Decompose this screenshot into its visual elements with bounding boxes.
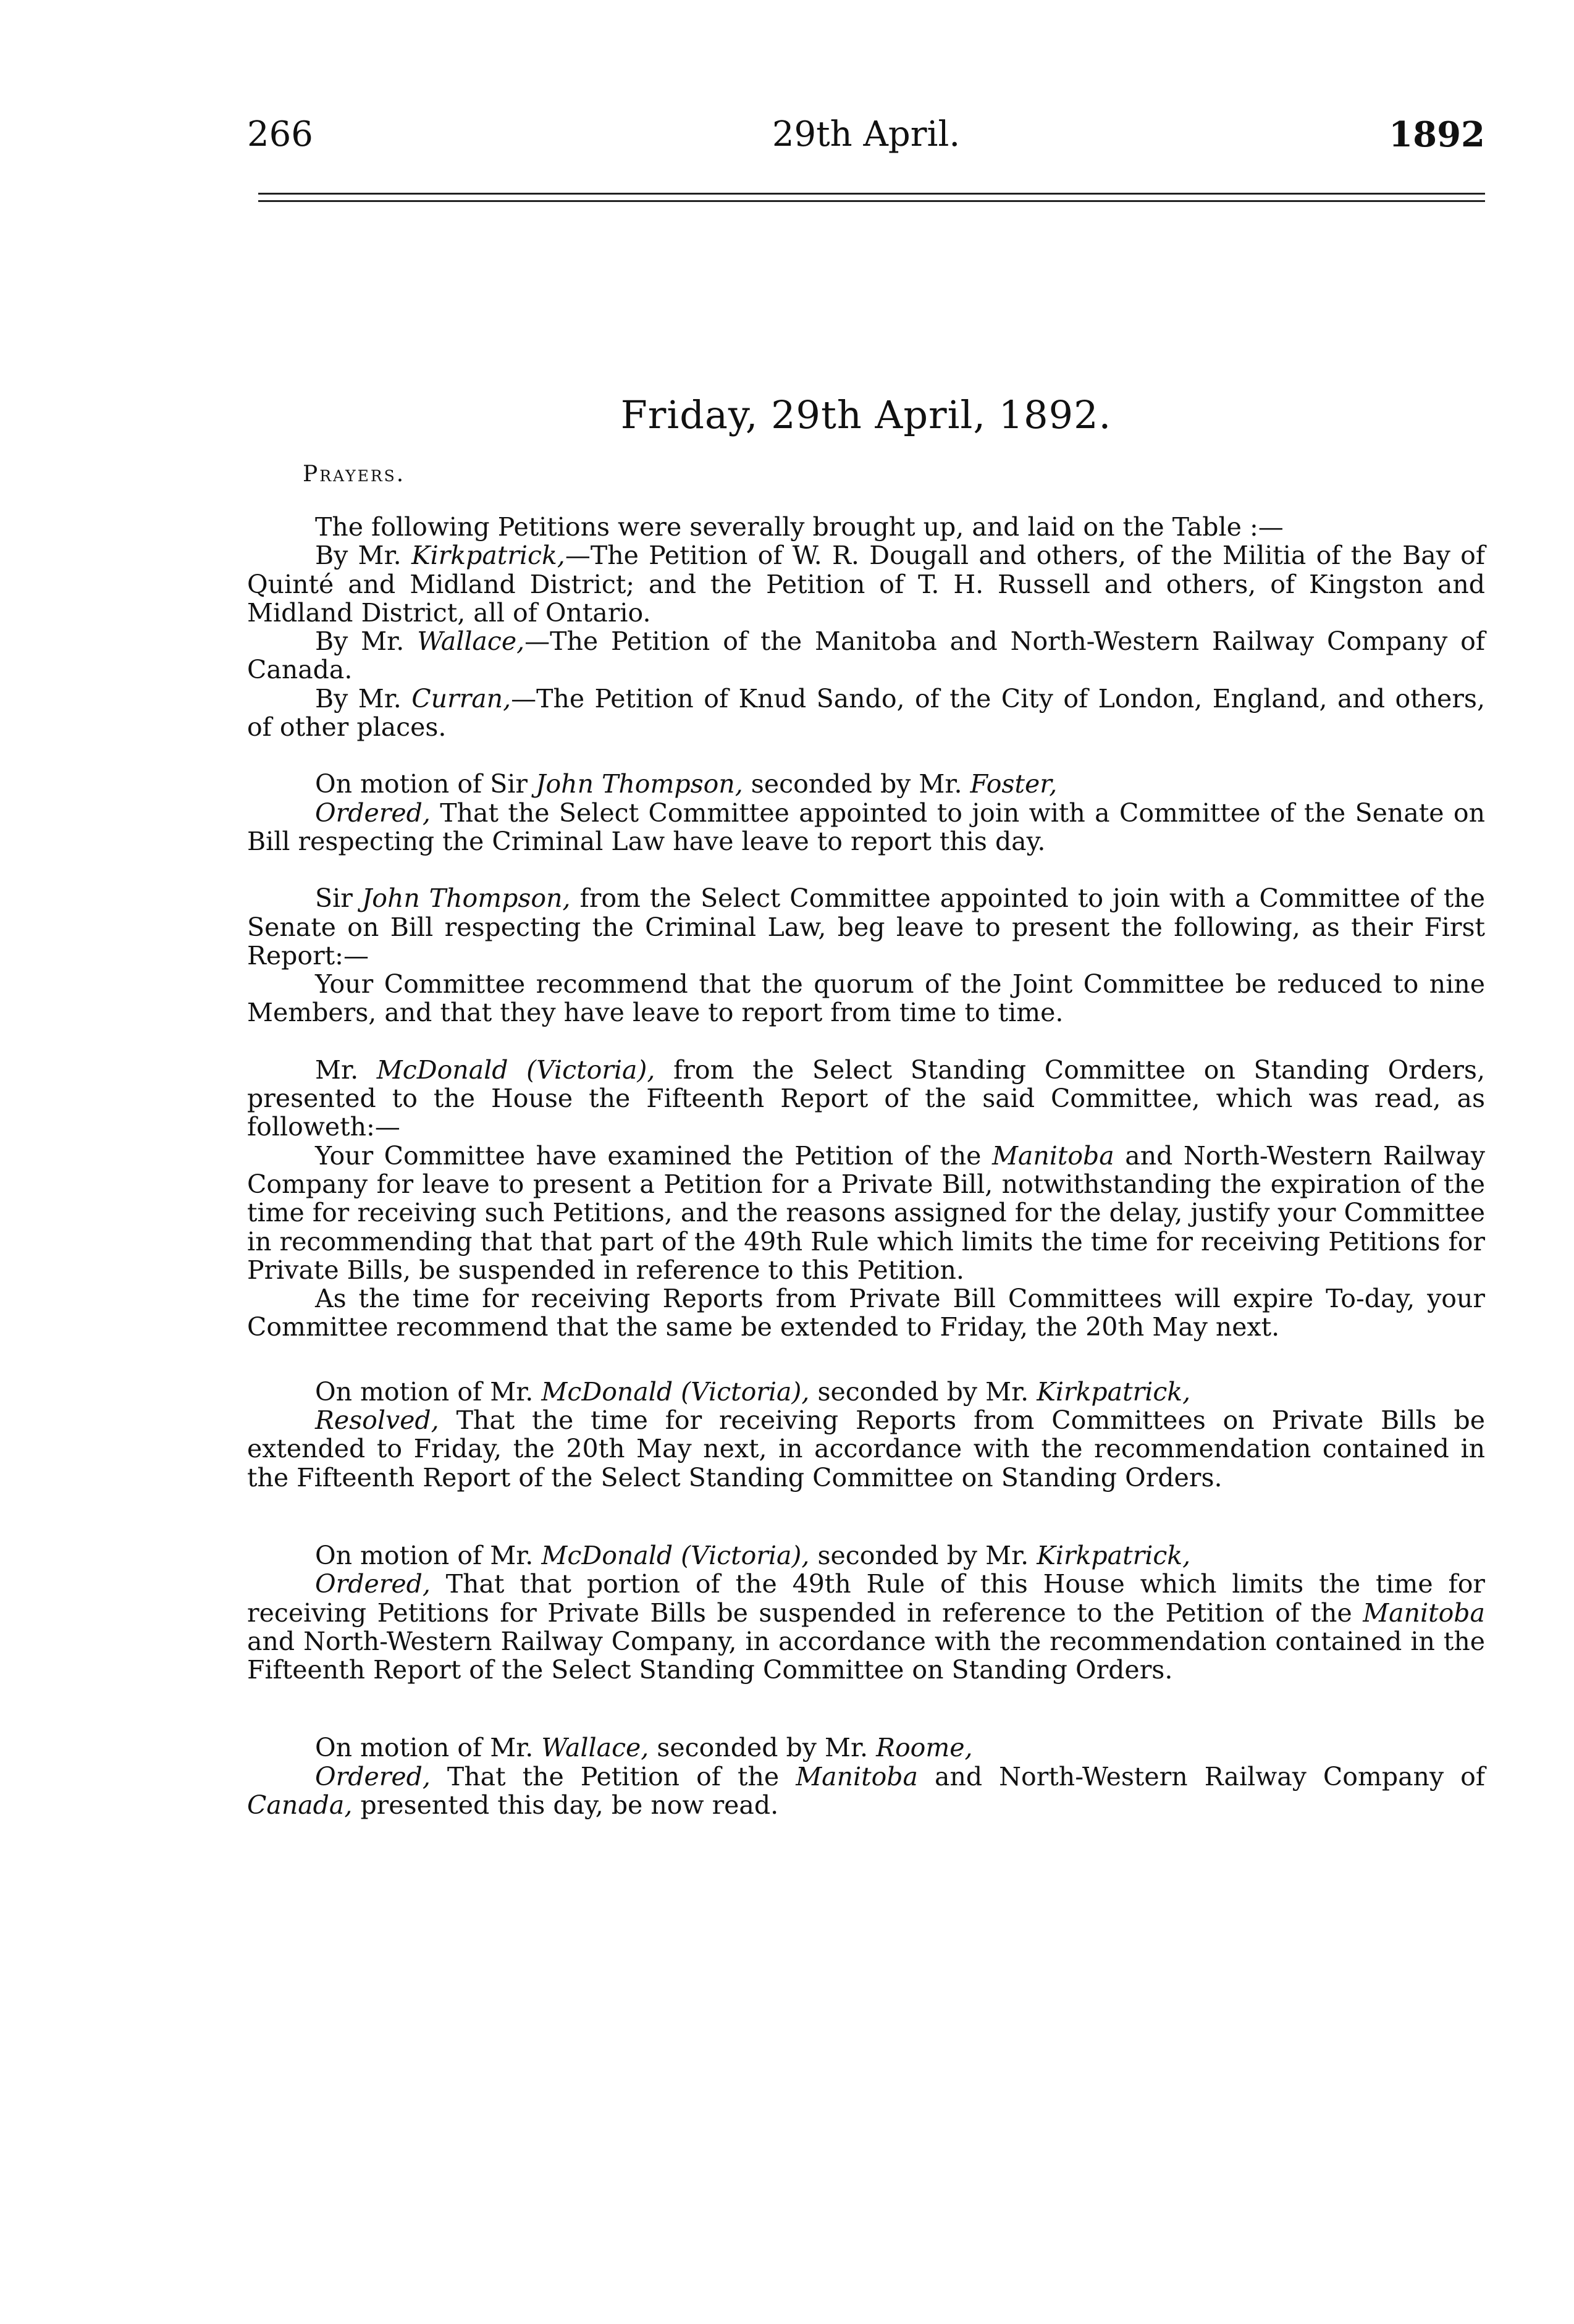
- header-date: 29th April.: [772, 114, 961, 154]
- journal-body: [247, 513, 1485, 1819]
- running-header: [247, 110, 1485, 159]
- order-thompson: Ordered, That the Select Committee appointed to join with a Committee of the Senate on Bill respecting the Criminal Law have leave to report this day.: [247, 798, 1485, 856]
- order-mcdonald: Ordered, That that portion of the 49th Rule of this House which limits the time for receiving Petitions for Private Bills be suspended in reference to the Petition of the Manitoba and North-Western Railway Company, in accordance with the recommendation contained in the Fifteenth Report of the Select Standing Committee on Standing Orders.: [247, 1569, 1485, 1685]
- day-title: Friday, 29th April, 1892.: [620, 392, 1112, 437]
- petition-kirkpatrick: By Mr. Kirkpatrick,—The Petition of W. R. Dougall and others, of the Militia of the Bay of Quinté and Midland District; and the Petition of T. H. Russell and others, of Kingston and Midland District, all of Ontario.: [247, 541, 1485, 628]
- prayers-heading: Prayers.: [303, 461, 406, 487]
- header-year: 1892: [1389, 114, 1485, 155]
- petition-wallace: By Mr. Wallace,—The Petition of the Manitoba and North-Western Railway Company of Canada.: [247, 626, 1485, 685]
- motion-thompson: On motion of Sir John Thompson, seconded by Mr. Foster,: [315, 769, 1058, 799]
- resolution-mcdonald: Resolved, That the time for receiving Reports from Committees on Private Bills be extended to Friday, the 20th May next, in accordance with the recommendation contained in the Fifteenth Report of the Select Standing Committee on Standing Orders.: [247, 1405, 1485, 1492]
- page-number: 266: [247, 114, 313, 154]
- report-mcdonald-body-1: Your Committee have examined the Petition of the Manitoba and North-Western Railway Company for leave to present a Petition for a Private Bill, notwithstanding the expiration of the time for receiving such Petitions, and the reasons assigned for the delay, justify your Committee in recommending that that part of the 49th Rule which limits the time for receiving Petitions for Private Bills, be suspended in reference to this Petition.: [247, 1140, 1486, 1285]
- header-rule-top: [258, 193, 1485, 195]
- petition-curran: By Mr. Curran,—The Petition of Knud Sando, of the City of London, England, and others, of other places.: [247, 683, 1485, 743]
- petitions-intro: The following Petitions were severally brought up, and laid on the Table :—: [315, 512, 1284, 542]
- header-rule-bottom: [258, 200, 1485, 202]
- report-thompson-body: Your Committee recommend that the quorum of the Joint Committee be reduced to nine Members, and that they have leave to report from time to time.: [247, 969, 1485, 1028]
- report-mcdonald: Mr. McDonald (Victoria), from the Select Standing Committee on Standing Orders, presented to the House the Fifteenth Report of the said Committee, which was read, as followeth:—: [247, 1055, 1485, 1142]
- report-mcdonald-body-2: As the time for receiving Reports from Private Bill Committees will expire To-day, your Committee recommend that the same be extended to Friday, the 20th May next.: [247, 1284, 1485, 1342]
- motion-mcdonald-2: On motion of Mr. McDonald (Victoria), seconded by Mr. Kirkpatrick,: [315, 1540, 1191, 1570]
- motion-wallace: On motion of Mr. Wallace, seconded by Mr. Roome,: [315, 1733, 973, 1763]
- order-wallace: Ordered, That the Petition of the Manitoba and North-Western Railway Company of Canada, presented this day, be now read.: [247, 1761, 1485, 1820]
- motion-mcdonald-1: On motion of Mr. McDonald (Victoria), seconded by Mr. Kirkpatrick,: [315, 1376, 1191, 1407]
- report-thompson: Sir John Thompson, from the Select Committee appointed to join with a Committee of the Senate on Bill respecting the Criminal Law, beg leave to present the following, as their First Report:—: [247, 883, 1485, 970]
